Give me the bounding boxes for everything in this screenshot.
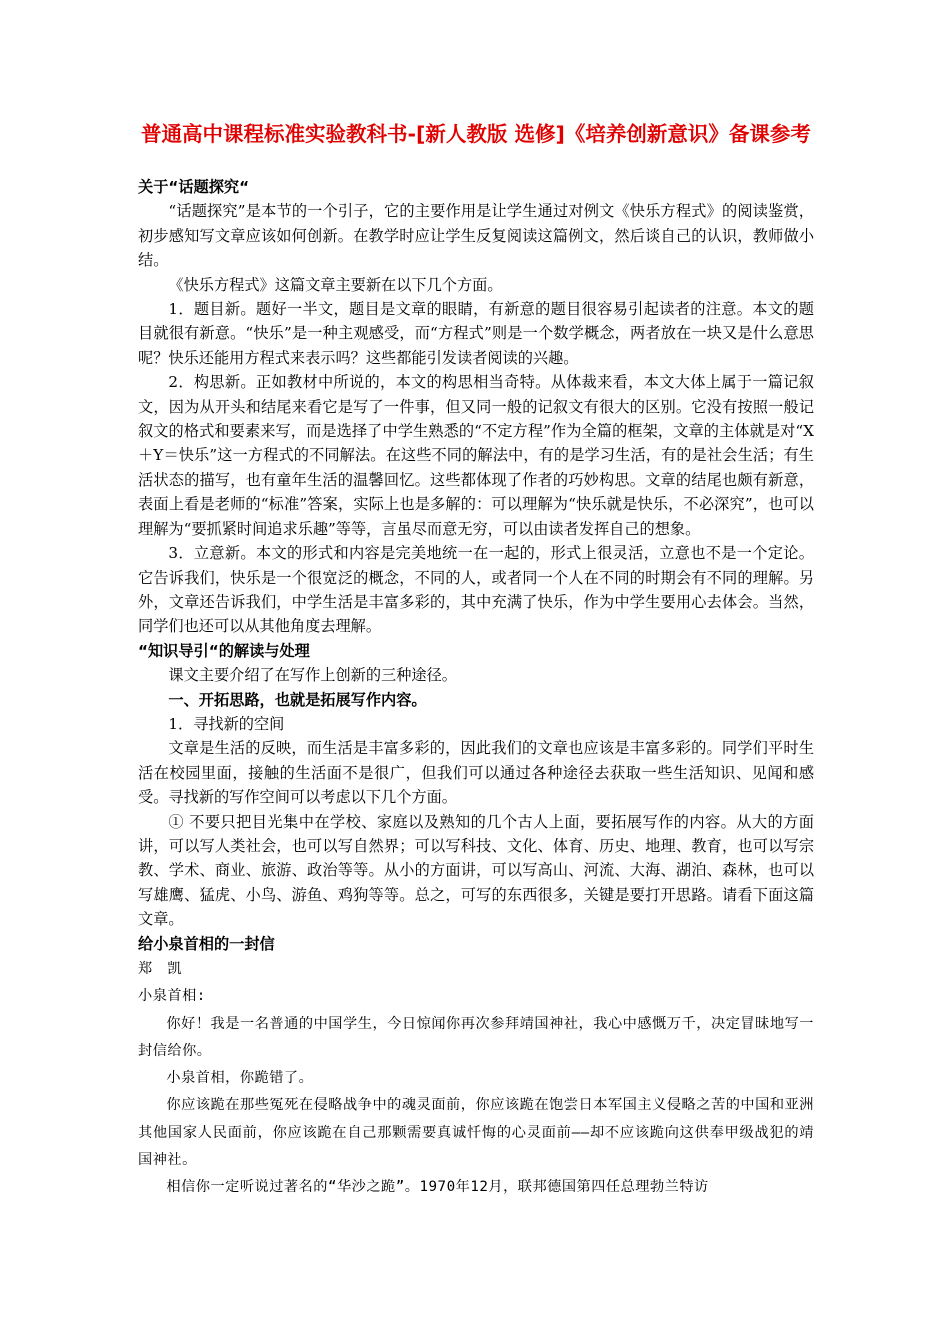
body-paragraph: 1．寻找新的空间 bbox=[168, 714, 285, 733]
subsection-heading: 一、开拓思路，也就是拓展写作内容。 bbox=[168, 690, 427, 709]
section-heading: “知识导引“的解读与处理 bbox=[138, 641, 310, 660]
letter-paragraph: 你好！我是一名普通的中国学生，今日惊闻你再次参拜靖国神社，我心中感慨万千，决定冒昧地写一封信给你。 bbox=[138, 1015, 814, 1059]
body-paragraph: 1．题目新。题好一半文，题目是文章的眼睛，有新意的题目很容易引起读者的注意。本文的题目就很有新意。“快乐”是一种主观感受，而“方程式”则是一个数学概念，两者放在一块又是什么意思呢？快乐还能用方程式来表示吗？这些都能引发读者阅读的兴趣。 bbox=[138, 300, 814, 367]
letter-paragraph: 你应该跪在那些冤死在侵略战争中的魂灵面前，你应该跪在饱尝日本军国主义侵略之苦的中国和亚洲其他国家人民面前，你应该跪在自己那颗需要真诚忏悔的心灵面前——却不应该跪向这供奉甲级战犯的靖国神社。 bbox=[138, 1097, 814, 1169]
article-author: 郑 凯 bbox=[138, 961, 183, 977]
body-paragraph: “话题探究”是本节的一个引子，它的主要作用是让学生通过对例文《快乐方程式》的阅读鉴赏，初步感知写文章应该如何创新。在教学时应让学生反复阅读这篇例文，然后谈自己的认识，教师做小结。 bbox=[138, 202, 814, 270]
document-title: 普通高中课程标准实验教科书-[新人教版 选修]《培养创新意识》备课参考 bbox=[141, 122, 811, 146]
body-paragraph: 课文主要介绍了在写作上创新的三种途径。 bbox=[168, 666, 457, 685]
body-paragraph: 2．构思新。正如教材中所说的，本文的构思相当奇特。从体裁来看，本文大体上属于一篇记叙文，因为从开头和结尾来看它是写了一件事，但又同一般的记叙文有很大的区别。它没有按照一般记叙文的格式和要素来写，而是选择了中学生熟悉的“不定方程”作为全篇的框架，文章的主体就是对“X＋Y＝快乐”这一方程式的不同解法。在这些不同的解法中，有的是学习生活，有的是社会生活；有生活状态的描写，也有童年生活的温馨回忆。这些都体现了作者的巧妙构思。文章的结尾也颇有新意，表面上看是老师的“标准”答案，实际上也是多解的：可以理解为“快乐就是快乐，不必深究”，也可以理解为“要抓紧时间追求乐趣”等等，言虽尽而意无穷，可以由读者发挥自己的想象。 bbox=[138, 373, 814, 538]
document-body bbox=[138, 175, 814, 1202]
body-paragraph: 文章是生活的反映，而生活是丰富多彩的，因此我们的文章也应该是丰富多彩的。同学们平时生活在校园里面，接触的生活面不是很广，但我们可以通过各种途径去获取一些生活知识、见闻和感受。寻找新的写作空间可以考虑以下几个方面。 bbox=[138, 739, 814, 807]
body-paragraph: 3．立意新。本文的形式和内容是完美地统一在一起的，形式上很灵活，立意也不是一个定论。它告诉我们，快乐是一个很宽泛的概念，不同的人，或者同一个人在不同的时期会有不同的理解。另外，文章还告诉我们，中学生活是丰富多彩的，其中充满了快乐，作为中学生要用心去体会。当然，同学们也还可以从其他角度去理解。 bbox=[138, 544, 814, 636]
letter-paragraph: 相信你一定听说过著名的“华沙之跪”。1970年12月，联邦德国第四任总理勃兰特访 bbox=[166, 1179, 709, 1196]
letter-salutation: 小泉首相: bbox=[138, 988, 206, 1005]
letter-paragraph: 小泉首相，你跪错了。 bbox=[166, 1070, 314, 1087]
body-paragraph: ① 不要只把目光集中在学校、家庭以及熟知的几个古人上面，要拓展写作的内容。从大的方面讲，可以写人类社会，也可以写自然界；可以写科技、文化、体育、历史、地理、教育，也可以写宗教、学术、商业、旅游、政治等等。从小的方面讲，可以写高山、河流、大海、湖泊、森林，也可以写雄鹰、猛虎、小鸟、游鱼、鸡狗等等。总之，可写的东西很多，关键是要打开思路。请看下面这篇文章。 bbox=[138, 812, 814, 929]
body-paragraph: 《快乐方程式》这篇文章主要新在以下几个方面。 bbox=[168, 275, 503, 294]
section-heading: 关于“话题探究“ bbox=[138, 178, 250, 196]
article-title: 给小泉首相的一封信 bbox=[138, 934, 275, 953]
